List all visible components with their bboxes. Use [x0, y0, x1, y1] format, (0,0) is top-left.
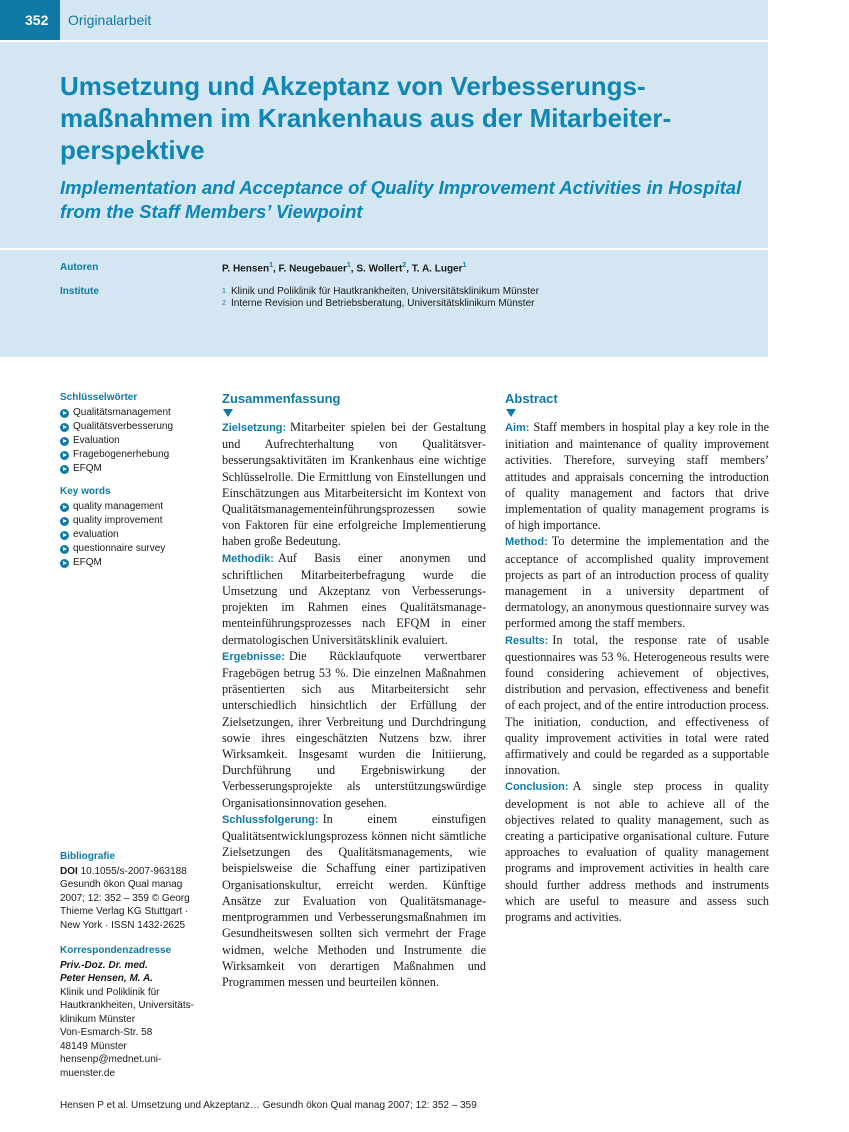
author-affiliation: 2 — [402, 262, 407, 269]
keyword-item — [60, 528, 210, 542]
email-line[interactable]: hensenp@mednet.uni- — [60, 1054, 162, 1065]
abstract-section — [505, 632, 769, 779]
address-line: Von-Esmarch-Str. 58 — [60, 1027, 153, 1038]
abstract-section — [505, 533, 769, 631]
keyword-item — [60, 434, 210, 448]
section-label: Results: — [505, 634, 549, 647]
keyword-item — [60, 514, 210, 528]
keyword-text: evaluation — [73, 529, 119, 540]
institutes-label: Institute — [60, 286, 99, 297]
bullet-arrow-icon — [60, 545, 69, 554]
keyword-item — [60, 500, 210, 514]
abstract-german — [222, 390, 486, 990]
institute-item — [222, 298, 539, 310]
keyword-text: quality improvement — [73, 515, 163, 526]
doi-link[interactable]: 10.1055/s-2007-963188 — [80, 865, 187, 877]
keyword-item — [60, 420, 210, 434]
keyword-item — [60, 462, 210, 476]
keyword-text: questionnaire survey — [73, 543, 166, 554]
bullet-arrow-icon — [60, 531, 69, 540]
address-line: klinikum Münster — [60, 1013, 136, 1025]
author: P. Hensen — [222, 263, 270, 275]
author-affiliation: 1 — [462, 262, 467, 269]
section-label: Originalarbeit — [68, 12, 152, 28]
abstract-section — [505, 419, 769, 533]
institute-item — [222, 286, 539, 298]
keyword-text: Fragebogenerhebung — [73, 449, 170, 460]
author: F. Neugebauer — [278, 263, 347, 275]
bullet-arrow-icon — [60, 517, 69, 526]
abstract-german-heading: Zusammenfassung — [222, 391, 341, 406]
section-label: Zielsetzung: — [222, 422, 287, 434]
correspondence — [60, 944, 210, 1080]
author-list: P. Hensen$^1$, F. Neugebauer$^1$, S. Wollert$^2$, T. A. Luger$^1$ — [222, 262, 467, 275]
keywords-german — [60, 391, 210, 476]
header-rule — [0, 40, 768, 42]
abstract-english-heading: Abstract — [505, 391, 558, 406]
arrow-down-icon — [506, 409, 516, 417]
keyword-item — [60, 542, 210, 556]
section-label: Ergebnisse: — [222, 650, 285, 663]
address-line: Klinik und Poliklinik für — [60, 986, 160, 998]
keyword-item — [60, 556, 210, 570]
abstract-section — [505, 778, 769, 925]
institute-name: Interne Revision und Betriebsberatung, Universitätsklinikum Münster — [231, 298, 535, 309]
correspondence-name: Peter Hensen, M. A. — [60, 973, 153, 984]
arrow-down-icon — [223, 409, 233, 417]
author: S. Wollert — [356, 263, 403, 275]
doi-label: DOI — [60, 865, 78, 877]
address-line: 48149 Münster — [60, 1040, 127, 1052]
keyword-text: Evaluation — [73, 435, 120, 446]
section-text: In total, the response rate of usable questionnaires was 53 %. Heterogeneous results were found considering achievement of objectives, distribution and pervasion, effectiveness and benefit of each project, and of the entire introduction process. The initiation, conduction, and effectiveness of quality improvement activities in total were rated affirmatively and could be regarded as a supportable innovation. — [505, 632, 769, 778]
page-number: 352 — [0, 0, 60, 40]
keyword-text: Qualitätsverbesserung — [73, 421, 174, 432]
section-label: Methodik: — [222, 552, 274, 565]
bullet-arrow-icon — [60, 503, 69, 512]
abstract-section — [222, 419, 486, 550]
section-text: A single step process in quality development is not able to achieve all of the objectives related to quality management, such as creating a participative organisational culture. Future approaches to evaluation of quality management programs and improvement activities in health care should further address methods and instruments which are useful to measure and assess such programs and activities. — [505, 779, 769, 925]
section-label: Method: — [505, 536, 548, 549]
keywords-english-heading: Key words — [60, 486, 111, 497]
institute-name: Klinik und Poliklinik für Hautkrankheiten, Universitätsklinikum Münster — [231, 286, 539, 297]
section-label: Conclusion: — [505, 781, 569, 794]
section-text: Auf Basis einer anonymen und schriftlichen Mitarbeiterbefragung wurde die Umsetzung und Akzeptanz von Verbesserungsprojekten im Rahmen eines Qualitätsmanagementeinführungsprozesses nach EFQM in einer dermatologischen Universitätsklinik evaluiert. — [222, 550, 486, 647]
author-affiliation: 1 — [269, 262, 273, 269]
institute-number: 1 — [222, 288, 226, 295]
citation: Gesundh ökon Qual manag 2007; 12: 352 – 359 © Georg Thieme Verlag KG Stuttgart · New York · ISSN 1432-2625 — [60, 879, 190, 931]
keyword-item — [60, 406, 210, 420]
keyword-item — [60, 448, 210, 462]
title-rule — [0, 248, 768, 250]
abstract-section — [222, 648, 486, 811]
authors-label: Autoren — [60, 262, 99, 273]
correspondence-heading: Korrespondenzadresse — [60, 945, 172, 956]
section-text: Die Rücklaufquote verwertbarer Fragebögen betrug 53 %. Die einzelnen Maßnahmen präsentierten sich aus Mitarbeitersicht sehr unterschiedlich hinsichtlich der Erfüllung der Zielsetzungen, ihrer Verbreitung und Durchdringung sowie ihres eingeschätzten Nutzens bzw. ihrer Wirksamkeit. Insgesamt wurden die Initiierung, Durchführung und Ergebniswirkung der Verbesserungsprojekte als unterstützungswürdige Organisationsinnovation gesehen. — [222, 648, 486, 810]
bullet-arrow-icon — [60, 559, 69, 568]
keyword-text: quality management — [73, 501, 164, 512]
doi-line — [60, 865, 210, 879]
institute-list — [222, 286, 539, 310]
section-label: Aim: — [505, 422, 530, 434]
bullet-arrow-icon — [60, 437, 69, 446]
institute-number: 2 — [222, 300, 226, 307]
correspondence-title: Priv.-Doz. Dr. med. — [60, 959, 148, 971]
author: T. A. Luger — [411, 263, 463, 275]
bullet-arrow-icon — [60, 465, 69, 474]
keyword-text: EFQM — [73, 557, 102, 568]
title-german: Umsetzung und Akzeptanz von Verbesserungsmaßnahmen im Krankenhaus aus der Mitarbeiterperspektive — [60, 71, 672, 165]
section-text: In einem einstufigen Qualitätsentwicklungsprozess können nicht sämtliche Zielsetzungen des Qualitätsmanagements, wie beispielsweise die Schaffung einer partizipativen Organisationskultur, erreicht werden. Künftige Ansätze zur Evaluation von Qualitätsmanagementprogrammen und Verbesserungsmaßnahmen im Gesundheitswesen sollten sich vermehrt der Frage widmen, welche Methoden und Instrumente die Wirksamkeit von derartigen Maßnahmen und Programmen messen und beurteilen können. — [222, 811, 486, 989]
bullet-arrow-icon — [60, 409, 69, 418]
section-label: Schlussfolgerung: — [222, 813, 319, 826]
email-line[interactable]: muenster.de — [60, 1067, 116, 1079]
bullet-arrow-icon — [60, 451, 69, 460]
abstract-english — [505, 390, 769, 925]
running-header — [0, 0, 768, 40]
bibliography — [60, 850, 210, 932]
author-affiliation: 1 — [346, 262, 351, 269]
section-text: To determine the implementation and the acceptance of accomplished quality improvement projects as part of an introduction process of quality management in a university department of dermatology, an anonymous questionnaire survey was performed among the staff members. — [505, 534, 769, 631]
keyword-text: Qualitätsmanagement — [73, 407, 171, 418]
page-footer: Hensen P et al. Umsetzung und Akzeptanz… Gesundh ökon Qual manag 2007; 12: 352 – 359 — [60, 1100, 477, 1111]
keywords-english — [60, 485, 210, 570]
abstract-section — [222, 550, 486, 648]
bibliography-heading: Bibliografie — [60, 851, 116, 862]
title-english: Implementation and Acceptance of Quality Improvement Activities in Hospital from the Staff Members’ Viewpoint — [60, 177, 742, 222]
keyword-text: EFQM — [73, 463, 102, 474]
keywords-german-heading: Schlüsselwörter — [60, 392, 138, 403]
bullet-arrow-icon — [60, 423, 69, 432]
section-text: Mitarbeiter spielen bei der Gestaltung und Aufrechterhaltung von Qualitätsverbesserungsaktivitäten im Krankenhaus eine wichtige Schlüsselrolle. Die Ermittlung von Einstellungen und Einschätzungen aus Mitarbeitersicht im Kontext von Qualitätsmanagementeinführungsprozessen sowie von Faktoren für eine erfolgreiche Implementierung haben große Bedeutung. — [222, 420, 486, 549]
section-text: Staff members in hospital play a key role in the initiation and maintenance of quality improvement activities. Therefore, surveying staff members’ attitudes and appraisals concerning the introduction of quality management and factors that drive implementation of quality management programs is of high importance. — [505, 420, 769, 533]
address-line: Hautkrankheiten, Universitäts- — [60, 1000, 194, 1011]
abstract-section — [222, 811, 486, 990]
